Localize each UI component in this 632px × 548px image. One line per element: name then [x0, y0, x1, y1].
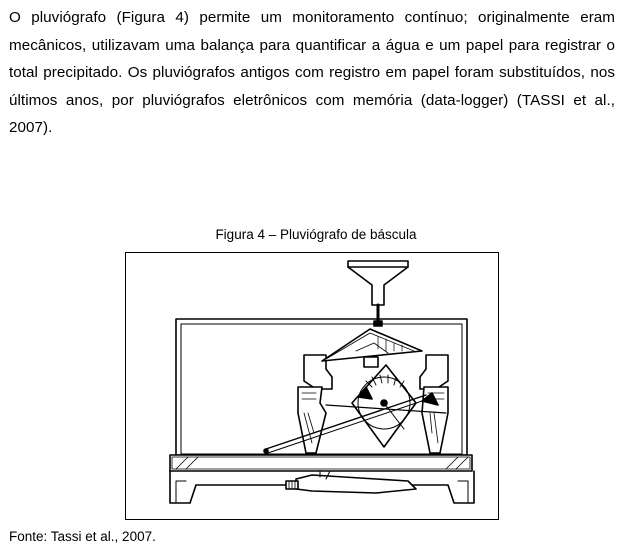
tipping-bucket	[322, 329, 422, 367]
figure-caption: Figura 4 – Pluviógrafo de báscula	[215, 227, 417, 242]
figure-illustration	[125, 252, 499, 520]
funnel-icon	[348, 261, 408, 326]
base-plate	[170, 455, 472, 471]
rain-gauge-drawing	[126, 253, 498, 519]
body-paragraph: O pluviógrafo (Figura 4) permite um monitoramento contínuo; originalmente eram mecânicos, utilizavam uma balança para quantificar a água e um papel para registrar o total precipitado. Os pluviógrafos antigos com registro em papel foram substituídos, nos últimos anos, por pluviógrafos eletrônicos com memória (data-logger) (TASSI et al., 2007).	[9, 9, 615, 136]
left-pillar	[298, 355, 332, 453]
drain-pipe	[286, 471, 416, 493]
lever-arms	[264, 387, 446, 453]
figure-source: Fonte: Tassi et al., 2007.	[9, 529, 156, 544]
